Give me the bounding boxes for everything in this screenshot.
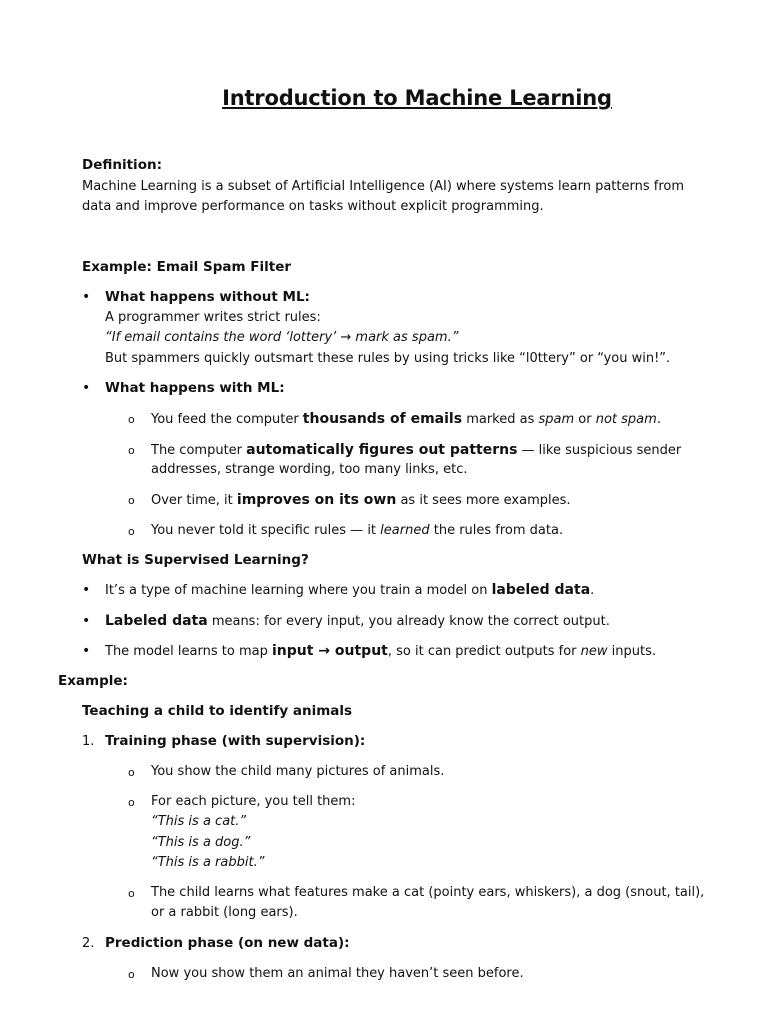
sub-bullet-marker: o — [128, 766, 135, 779]
sub-bullet-marker: o — [128, 413, 135, 426]
supervised-heading: What is Supervised Learning? — [82, 552, 309, 568]
prediction-phase-label: Prediction phase (on new data): — [105, 935, 350, 951]
without-ml-label: What happens without ML: — [105, 289, 310, 305]
bullet-marker: • — [82, 613, 91, 629]
bullet-marker: • — [82, 643, 91, 659]
supervised-bullet: Labeled data means: for every input, you already know the correct output. — [105, 613, 610, 629]
bullet-marker: • — [82, 289, 91, 305]
sub-bullet-marker: o — [128, 494, 135, 507]
definition-line-2: data and improve performance on tasks without explicit programming. — [82, 199, 544, 214]
spam-example-heading: Example: Email Spam Filter — [82, 259, 292, 275]
supervised-bullet: It’s a type of machine learning where you train a model on labeled data. — [105, 582, 595, 598]
training-item: You show the child many pictures of animals. — [151, 764, 445, 779]
training-item-continued: or a rabbit (long ears). — [151, 905, 298, 920]
prediction-item: Now you show them an animal they haven’t seen before. — [151, 966, 524, 981]
sub-bullet-marker: o — [128, 796, 135, 809]
with-ml-item: Over time, it improves on its own as it sees more examples. — [151, 492, 571, 508]
without-ml-line-3: But spammers quickly outsmart these rules by using tricks like “l0ttery” or “you win!”. — [105, 351, 671, 366]
training-phase-label: Training phase (with supervision): — [105, 733, 366, 749]
example-subheading: Teaching a child to identify animals — [82, 703, 353, 719]
training-item: For each picture, you tell them: — [151, 794, 356, 809]
definition-line-1: Machine Learning is a subset of Artificial Intelligence (AI) where systems learn patterns from — [82, 179, 684, 194]
with-ml-item: The computer automatically figures out patterns — like suspicious sender — [151, 442, 682, 458]
bullet-marker: • — [82, 380, 91, 396]
without-ml-rule-quote: “If email contains the word ‘lottery’ → mark as spam.” — [105, 330, 459, 345]
sub-bullet-marker: o — [128, 968, 135, 981]
definition-heading: Definition: — [82, 157, 162, 173]
with-ml-item: You feed the computer thousands of emails marked as spam or not spam. — [151, 411, 661, 427]
sub-bullet-marker: o — [128, 525, 135, 538]
step-number: 1. — [82, 734, 95, 749]
bullet-marker: • — [82, 582, 91, 598]
sub-bullet-marker: o — [128, 887, 135, 900]
with-ml-item: You never told it specific rules — it learned the rules from data. — [151, 523, 564, 538]
label-quote: “This is a dog.” — [151, 835, 251, 850]
example-heading: Example: — [58, 673, 128, 689]
sub-bullet-marker: o — [128, 444, 135, 457]
step-number: 2. — [82, 936, 95, 951]
with-ml-label: What happens with ML: — [105, 380, 285, 396]
label-quote: “This is a rabbit.” — [151, 855, 265, 870]
training-item: The child learns what features make a cat (pointy ears, whiskers), a dog (snout, tail), — [151, 885, 705, 900]
without-ml-line-1: A programmer writes strict rules: — [105, 310, 321, 325]
with-ml-item-continued: addresses, strange wording, too many links, etc. — [151, 462, 468, 477]
label-quote: “This is a cat.” — [151, 814, 247, 829]
page-title: Introduction to Machine Learning — [222, 86, 612, 110]
supervised-bullet: The model learns to map input → output, so it can predict outputs for new inputs. — [105, 643, 657, 659]
